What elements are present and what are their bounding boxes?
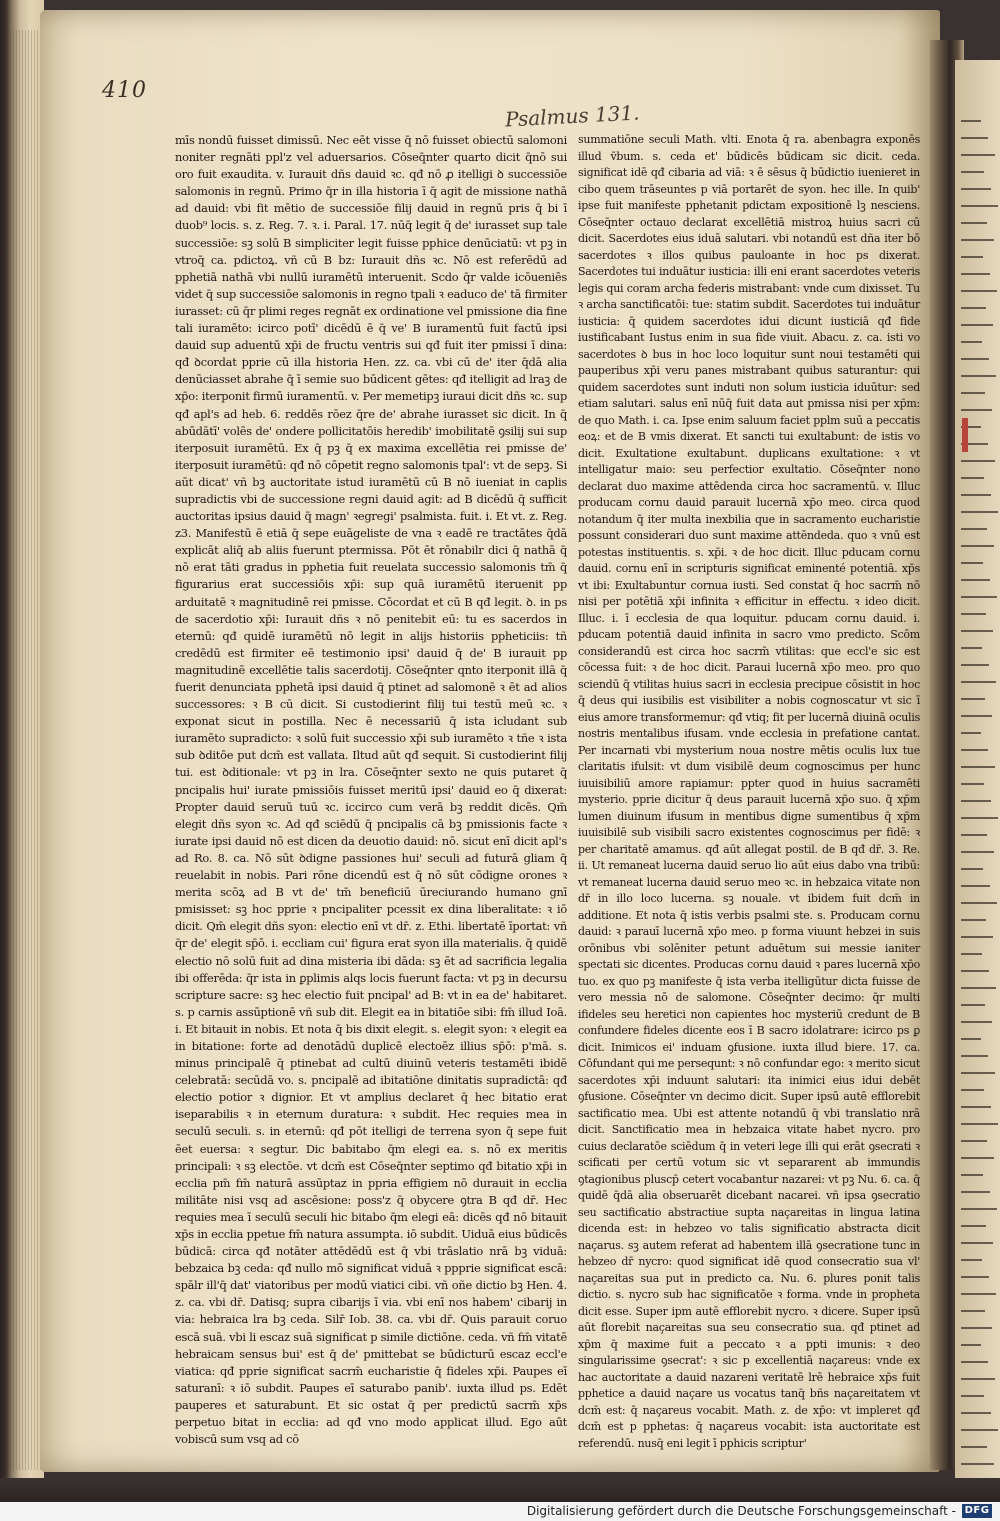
facing-page-text-line [961, 1004, 985, 1006]
facing-page-text-line [961, 239, 994, 241]
facing-page-text-line [961, 1429, 998, 1431]
scan-background [0, 1478, 1000, 1502]
facing-page-text-line [961, 120, 981, 122]
facing-page-text-line [961, 1157, 994, 1159]
funding-notice: Digitalisierung gefördert durch die Deutsche Forschungsgemeinschaft - [526, 1504, 956, 1518]
facing-page-text-line [961, 902, 997, 904]
facing-page-text-line [961, 596, 997, 598]
text-column-left [175, 132, 567, 1448]
facing-page-text-line [961, 290, 997, 292]
facing-page-text-line [961, 154, 995, 156]
facing-page-text-line [961, 324, 993, 326]
facing-page-text-line [961, 341, 982, 343]
facing-page-text-line [961, 1072, 995, 1074]
facing-page-text-line [961, 987, 996, 989]
facing-page-text-line [961, 375, 996, 377]
folio-number: 410 [102, 78, 147, 103]
facing-page-text-line [961, 647, 982, 649]
facing-page-text-line [961, 970, 989, 972]
facing-page-text-line [961, 358, 989, 360]
facing-page-text-line [961, 1361, 988, 1363]
facing-page-text-line [961, 1344, 981, 1346]
facing-page-text-line [961, 817, 998, 819]
facing-page-text-line [961, 307, 986, 309]
facing-page-text-line [961, 681, 996, 683]
facing-page-text-line [961, 1038, 981, 1040]
facing-page-text-line [961, 1225, 986, 1227]
facing-page-text-line [961, 188, 991, 190]
text-column-right [578, 132, 920, 1452]
facing-page-text-line [961, 273, 990, 275]
facing-page-text-line [961, 715, 992, 717]
facing-page-text-line [961, 545, 994, 547]
facing-page-text-line [961, 613, 986, 615]
running-head: Psalmus 131. [504, 100, 641, 132]
facing-page-text-line [961, 766, 995, 768]
facing-page-text-line [961, 562, 983, 564]
facing-page-text-line [961, 749, 988, 751]
facing-page-text-line [961, 936, 993, 938]
facing-page-text-line [961, 1055, 988, 1057]
facing-page-text-line [961, 1310, 985, 1312]
facing-page-text-line [961, 1293, 996, 1295]
column-left-text: mīs nondū fuisset dimissū. Nec eēt visse q̄ nō fuisset obiectū salomoni noniter regnāti ppl'z vel aduersarios. Cōseq̄nter quarto dicit q̄nō sui oro fuit exaudita. v. Iurauit dñs dauid ꝛc. qđ nō ꝓ itelligi ꝺ successiōe salomonis in regnū. Primo q̄r in illa historia ī q̄ agit de missione nathā ad dauid: vbi fit mētio de successiōe filij dauid in regnū pris q̄ bi ī duob⁹ locis. s. z. Reg. 7. ꝛ. i. Paral. 17. nūq̄ legit q̄ de' iurasset sup tale successiōe: sꝫ solū B simpliciter legit fuisse pphice denūciatū: vt pꝫ in vtroq̄ ca. pdictoꝝ. vñ cū B bz: Iurauit dñs ꝛc. Nō est referēdū ad pphetiā nathā vbi nullū iuramētū interuenit. Scdo q̄r valde icōueniēs videt q̄ sup successiōe salomonis in regno tpali ꝛ eaduco de' tā firmiter iurasset: cū q̄r plimi reges regnāt ex ordinatione vel pmissione dia fine tali iuramēto: icirco potī' dicēdū ē q̄ ve' B iuramentū fuit factū ipsi dauid sup aduentū xp̄i de fructu ventris sui qđ fuit iter pmissi ī dina: qđ ꝺcordat pprie cū illa historia Hen. zz. ca. vbi cū de' iter q̄dā alia denūciasset abrahe q̄ ī semie suo būdicent gētes: qđ itelligit ad lraꝫ de xp̄o: iterponit firmū iuramentū. v. Per memetipꝫ iuraui dicit dñs ꝛc. sup qđ apl's ad heb. 6. reddēs rōez q̄re de' abrahe iurasset sic dicit. In q̄ abūdātī' volēs de' ondere pollicitatōis heredib' imobilitatē ꝯsilij sui sup iterposuit iuramētū. Ex q̄ pꝫ q̄ ex maxima excellētia rei pmisse de' iterposuit iuramētū: qđ nō cōpetit regno salomonis tpal': vt de sepꝫ. Si aūt dicat' vñ bꝫ auctoritate istud iuramētū cū B nō iueniat in caplis supradictis vbi de successione regni dauid agit: ad B dicēdū q̄ sufficit auctoritas ipsius dauid q̄ magn' ꝛegregi' psalmista. fuit. i. Et vt. z. Reg. z3. Manifestū ē etiā q̄ sepe euāgeliste de vna ꝛ eadē re tractātes q̄dā explicāt aliq̄ ab aliis fuerunt ptermissa. Pōt ēt rōnabilr dici q̄ nathā q̄ nō erat tāti gradus in pphetia fuit reuelata successio salomonis tm̄ q̄ figurarius erat successiōis xp̄i: sup quā iuramētū iteruenit pp arduitatē ꝛ magnitudinē rei pmisse. Cōcordat et cū B qđ legit. ꝺ. in ps de sacerdotio xp̄i: Iurauit dñs ꝛ nō penitebit eū: tu es sacerdos in eternū: qđ quidē iuramētū nō legit in alijs historiis ppheticiis: tñ credēdū est firmiter eē testimonio ipsi' dauid q̄ de' B iurauit pp magnitudinē excellētie talis sacerdotij. Cōseq̄nter qnto iterponit illā q̄ fuerit denunciata pphetā ipsi dauid q̄ ptinet ad salomonē ꝛ ēt ad alios successores: ꝛ B cū dicit. Si custodierint filij tui testū meū ꝛc. ꝛ exponat sicut in postilla. Nec ē necessariū q̄ ista icludant sub iuramēto supradicto: ꝛ solū fuit successio xp̄i sub iuramēto ꝛ tñe ꝛ ista sub ꝺditōe put dcm̄ est vallata. Iltud aūt qđ sequit. Si custodierint filij tui. est ꝺditionale: vt pꝫ in lra. Cōseq̄nter sexto ne quis putaret q̄ pncipalis hui' iurate pmissiōis fuisset meritū ipsi' dauid eo q̄ dixerat: Propter dauid seruū tuū ꝛc. iccirco cum verā bꝫ reddit dicēs. Qm̄ elegit dñs syon ꝛc. Ad qđ sciēdū q̄ pncipalis cā bꝫ pmissionis facte ꝛ iurate ipsi dauid nō est dicen da deuotio dauid: nō. sicut enī dicit apl's ad Ro. 8. ca. Nō sūt ꝺdigne passiones hui' seculi ad futurā gliam q̄ reuelabit in nobis. Pari rōne dicendū est q̄ nō sūt cōdigne orones ꝛ merita scōꝝ ad B vt de' tm̄ beneficiū ūreciurando humano gnī pmisisset: sꝫ hoc pprie ꝛ pncipaliter pcessit ex dina liberalitate: ꝛ iō dicit. Qm̄ elegit dñs syon: electio enī vt dr̄. z. Ethi. libertatē īportat: vñ q̄r de' elegit sp̄ō. i. eccliam cui' figura erat syon illa materialis. q̄ quidē electio nō solū fuit ad dina misteria ibi dāda: sꝫ ēt ad sacrificia legalia ibi offerēda: q̄r ista in ꝑplimis alqs locis fuerunt facta: vt pꝫ in decursu scripture sacre: sꝫ hec electio fuit pncipal' ad B: vt in ea de' habitaret. s. p carnis assūptionē vñ sub dit. Elegit ea in bitatiōe sibi: fm̄ illud Ioā. i. Et bitauit in nobis. Et nota q̄ bis dixit elegit. s. elegit syon: ꝛ elegit ea in bitatione: forte ad denotādū duplicē electoēz illius sp̄ō: p'mā. s. minus principalē q̄ ptinebat ad cultū diuinū veteris testamēti ibidē celebratā: secūdā vo. s. pncipalē ad ibitatiōne dinitatis supradictā: qđ electio potior ꝛ dignior. Et vt amplius declaret q̄ hec bitatio erat iseparabilis ꝛ in eternum duratura: ꝛ subdit. Hec requies mea in seculū seculi. s. in eternū: qđ pōt itelligi de terrena syon q̄ sepe fuit ēet euersa: ꝛ segtur. Dic babitabo q̄m elegi ea. s. nō ex meritis principali: ꝛ sꝫ electōe. vt dcm̄ est Cōseq̄nter septimo qđ bitatio xp̄i in ecclia pm̄ fm̄ naturā assūptaz in ppria effigiem nō durauit in ecclia militāte nisi vsq ad ascēsione: poss'z q̄ obycere ꝯtra B qđ dr̄. Hec requies mea ī seculū seculi hic bitabo q̄m elegi eā: dicēs qđ nō bitauit xp̄s in ecclia ppetue fm̄ natura assumpta. iō subdit. Uiduā eius būdicēs būdicā: circa qđ notāter attēdēdū est q̄ vbi trāslatio nrā bꝫ viduā: bebzaica bꝫ ceda: qđ nullo mō significat viduā ꝛ ppprie significat escā: spālr ill'q̄ dat' viatoribus per modū viatici cibi. vñ oñe dictio bꝫ Hen. 4. z. ca. vbi dr̄. Datisq; supra cibarijs ī via. vbi enī nos habem' cibarij in via: hebraica lra bꝫ ceda. Silr̄ Iob. 38. ca. vbi dr̄. Quis parauit coruo escā suā. vbi li escaz suā significat p simile dictiōne. ceda. vñ fm̄ vitatē hebraicam sensus bui' est q̄ de' pmittebat se būdicturū escaz eccl'e viatica: qđ pprie significat sacrm̄ eucharistie q̄ fideles xp̄i. Paupes eī saturanī: ꝛ iō subdit. Paupes eī saturabo panib'. iuxta illud ps. Edēt pauperes et saturabunt. Et sic ostat q̄ per predictū sacrm̄ xp̄s perpetuo bitat in ecclia: ad qđ vno modo applicat illud. Ego aūt vobiscū sum vsq ad cō [175, 133, 567, 1447]
facing-page-text-line [961, 851, 994, 853]
facing-page-text-line [961, 1378, 995, 1380]
facing-page-text-line [961, 579, 990, 581]
facing-page-text-line [961, 460, 995, 462]
facing-page-text-line [961, 630, 993, 632]
facing-page-text-line [961, 1208, 997, 1210]
facing-page-text-line [961, 222, 987, 224]
facing-page-text-line [961, 1021, 992, 1023]
dfg-logo: DFG [962, 1504, 992, 1518]
facing-page-text-line [961, 409, 992, 411]
facing-page-text-line [961, 392, 985, 394]
facing-page-text-line [961, 1089, 984, 1091]
page-stack-edge [0, 0, 44, 1478]
facing-page-text-line [961, 1174, 983, 1176]
facing-page-text-line [961, 1140, 987, 1142]
facing-page-text-line [961, 868, 983, 870]
facing-page-text-line [961, 783, 984, 785]
facing-page-text-line [961, 664, 989, 666]
facing-page-text-line [961, 885, 990, 887]
facing-page-text-line [961, 800, 991, 802]
facing-page-text-line [961, 205, 998, 207]
facing-page-text-line [961, 494, 991, 496]
facing-page-text-line [961, 1327, 992, 1329]
facing-page-text-line [961, 1412, 991, 1414]
rubricated-initial-fragment [962, 418, 968, 452]
column-right-text: summatiōne seculi Math. vlti. Enota q̄ ra. abenbagra exponēs illud v̄bum. s. ceda et' būdicēs būdicam sic dicit. ceda. significat idē qđ cibaria ad viā: ꝛ ē sēsus q̄ būdictio iuenieret in cibo quem trāseuntes p viā portarēt de syon. hec ille. In quib' ipse fuit manifeste pphetanit pdictam expositionē lꝫ nesciens. Cōseq̄nter octauo declarat excellētiā mistroꝝ huius sacri cū dicit. Sacerdotes eius iduā salutari. vbi notandū est dña iter bō sacerdotes ꝛ illos quibus pauloante in hoc ps dixerat. Sacerdotes tui induātur iusticia: illi eni erant sacerdotes veteris legis qui coram archa federis mistrabant: vnde cum dixisset. Tu ꝛ archa sanctificatōi: tue: statim subdit. Sacerdotes tui induātur iusticia: q̄ quidem sacerdotes idui dicunt iusticiā qđ fide iustificabant Iustus enim in sua fide viuit. Abacu. z. ca. isti vo sacerdotes ꝺ bus in hoc loco loquitur sunt noui testamēti qui pauperibus xp̄i veru panes mistrabant quibus saturantur: qui quidem sacerdotes sunt induti non solum iusticia iduūtur: sed etiam salutari. salus enī nūq̄ fuit data aut pmissa nisi per xp̄m: de quo Math. i. ca. Ipse enim saluum faciet pplm suū a peccatis eoꝝ: et de B vmis dixerat. Et sancti tui exultabunt: de istis vo dicit. Exultatione exultabunt. duplicans exultatione: ꝛ vt intelligatur maio: seu perfectior exultatio. Cōseq̄nter nono declarat duo maxime attēdenda circa hoc sacramentū. v. Illuc producam cornu dauid parauit lucernā xp̄o meo. circa quod notandum q̄ iter multa inexbilia que in sacramento eucharistie possunt considerari duo sunt maxime attēndeda. quo ꝛ vnū est potestas instituentis. s. xp̄i. ꝛ de hoc dicit. Illuc pducam cornu dauid. cornu enī in scripturis significat eminenté potentiā. xp̄s vt ibi: Exultabuntur cornua iusti. Sed constat q̄ hoc sacrm̄ nō nisi per potētiā xp̄i infinita ꝛ efficitur in effectu. ꝛ ideo dicit. Illuc. i. ī ecclesia de qua loquitur. pducam cornu dauid. i. pducam potentiā dauid infinita in sacro vmo predicto. Scōm considerandū est circa hoc sacrm̄ vtilitas: que eccl'e sic est cōcessa fuit: ꝛ de hoc dicit. Paraui lucernā xp̄o meo. pro quo sciendū q̄ vtilitas huius sacri in ecclesia precipue cōsistit in hoc q̄ deus qui iusibilis est visibiliter a nobis cognoscatur vt sic ī eius amore transformemur: qđ vtiq; fit per lucernā diuinā oculis nostris mentalibus ifusam. vnde ecclesia in prefatione cantat. Per incarnati vbi mysterium noua nostre mētis oculis lux tue claritatis ifulsit: vt dum visibilē deum cognoscimus per hunc iuuisibiliū amore rapiamur: ppter quod in huius sacramēti mysterio. pprie dicitur q̄ deus parauit lucernā xp̄o suo. q̄ xp̄m lumen diuinum ifusum in mentibus digne sumentibus q̄ xp̄m iuuisibilē sub visibili sacro existentes cognoscimus per fidē: ꝛ per charitatē amamus. qđ aūt allegat postil. de B qđ dr̄. 3. Re. ii. Ut remaneat lucerna dauid seruo lio aūt eius dabo vna tribū: vt remaneat lucerna dauid seruo meo ꝛc. in hebzaica vitate non dr̄ in illo loco lucerna. sꝫ nouale. vt ibidem fuit dcm̄ in additione. Et nota q̄ istis verbis psalmi ste. s. Producam cornu dauid: ꝛ parauī lucernā xp̄o meo. p forma viuunt hebzei in suis orōnibus vbi solēniter petunt aduētum sui messie ianiter spectati sic dicentes. Producas cornu dauid ꝛ pares lucernā xp̄o tuo. ex quo pꝫ manifeste q̄ ista verba itelligūtur dicta fuisse de vero messia nō de salomone. Cōseq̄nter decimo: q̄r multi ifideles seu heretici non capientes hoc mysteriū credunt de B confundere fideles dicente eos ī B sacro idolatrare: icirco ps ꝑ dicit. Inimicos ei' induam ꝯfusione. iuxta illud biere. 17. ca. Cōfundant qui me persequnt: ꝛ nō confundar ego: ꝛ merito sicut sacerdotes xp̄i induunt salutari: ita inimici eius idui debēt ꝯfusione. Cōseq̄nter vn decimo dicit. Super ipsū autē efflorebit sactificatio mea. Ubi est attente notandū q̄ vbi translatio nrā dicit. Sanctificatio mea in hebzaica vitate habet nycro. pro cuius declaratōe sciēdum q̄ in veteri lege illi qui erāt ꝯsecrati ꝛ scificati per certū votum sic vt separarent ab immundis ꝯtagionibus pluscp̄ cetert vocabantur nazarei: vt pꝫ Nu. 6. ca. q̄ quidē q̄dā alia obseruarēt dicebant nacarei. vñ ipsa ꝯsecratio seu sactificatio abstractiue supta naçareitas in lingua latina dicenda est: in hebzeo vo talis significatio abstracta dicit naçarus. sꝫ autem referat ad habentem illā ꝯsecratione tunc in hebzeo dr̄ nycro: quod significat idē quod consecratio sua vl' naçareitas sua put in predicto ca. Nu. 6. plures ponit talis dictio. s. nycro sub hac significatōe ꝛ forma. vnde in propheta dicit esse. Super ipm autē efflorebit nycro. ꝛ dicere. Super ipsū aūt florebit naçareitas sua seu consecratio sua. qđ ptinet ad xp̄m q̄ maxime fuit a peccato ꝛ a ppti imunis: ꝛ deo singularissime ꝯsecrat': ꝛ sic p excellentiā naçareus: vnde ex hac auctoritate a dauid nazareni veritatē lrē hebraice xp̄s fuit pphetice a dauid naçare us vocatus tanq̄ bñs naçareitatem vt dcm̄ est: q̄ naçareus vocabit. Math. z. de xp̄o: vt impleret qđ dcm̄ est p pphetas: q̄ naçareus vocabit: ista auctoritate est referendū. nusq̄ eni legit ī pphicis scriptur' [578, 133, 920, 1450]
facing-page-text-line [961, 477, 984, 479]
facing-page-text-line [961, 1106, 991, 1108]
facing-page-text-line [961, 953, 982, 955]
facing-page-text-line [961, 1463, 994, 1465]
facing-page-text-line [961, 1123, 998, 1125]
facing-page-text-line [961, 511, 998, 513]
facing-page-text-line [961, 834, 987, 836]
facing-page-text-line [961, 1242, 993, 1244]
facing-page-text-line [961, 1191, 990, 1193]
facing-page-text-line [961, 732, 981, 734]
facing-page-text-line [961, 137, 988, 139]
facing-page-text-line [961, 1395, 984, 1397]
facing-page-edge [955, 60, 1000, 1480]
facing-page-text-line [961, 919, 986, 921]
facing-page-text-line [961, 1276, 989, 1278]
facing-page-text-line [961, 1446, 987, 1448]
facing-page-text-line [961, 528, 987, 530]
facing-page-text-line [961, 256, 983, 258]
facing-page-text-line [961, 698, 985, 700]
facing-page-text-line [961, 1259, 982, 1261]
facing-page-text-line [961, 171, 984, 173]
